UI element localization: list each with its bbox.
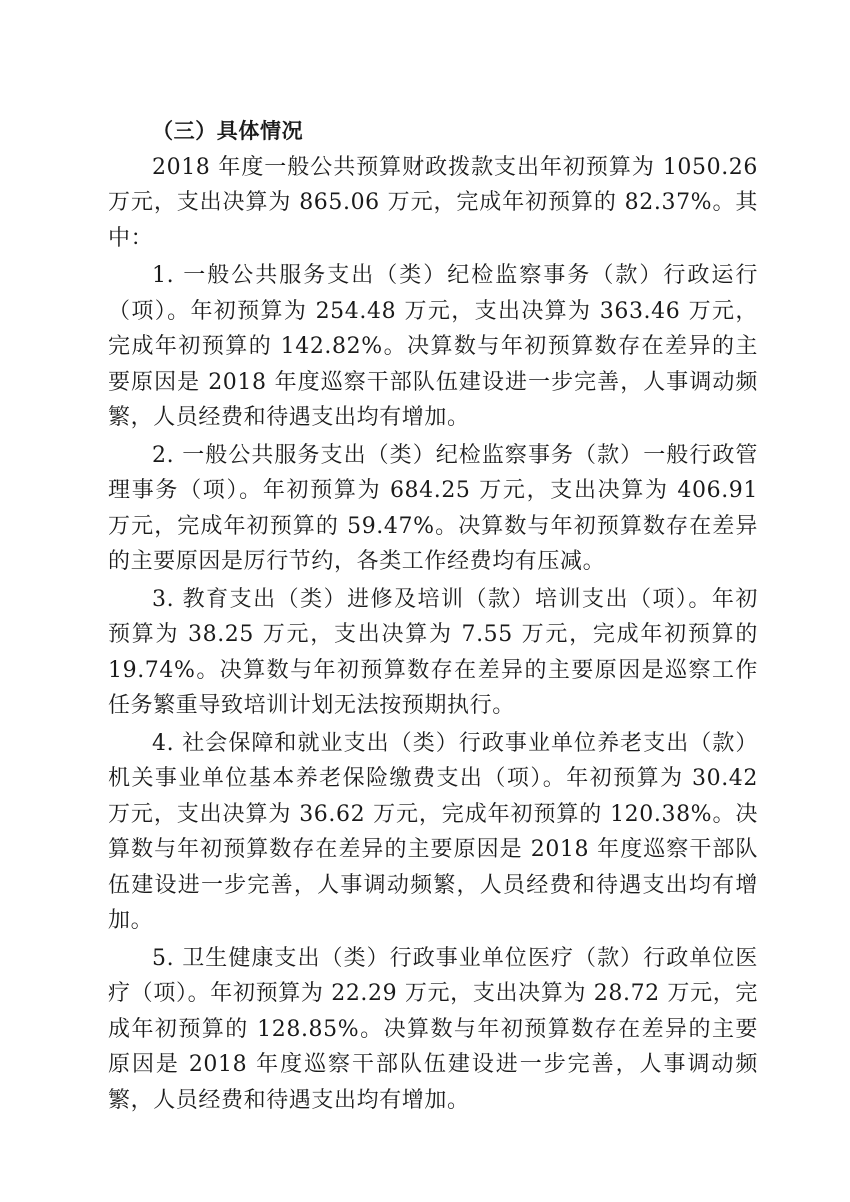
- item-paragraph-5: 5. 卫生健康支出（类）行政事业单位医疗（款）行政单位医疗（项）。年初预算为 22.29 万元，支出决算为 28.72 万元，完成年初预算的 128.85%。决算数与年初预算数存在差异的主要原因是 2018 年度巡察干部队伍建设进一步完善，人事调动频繁，人员经费和待遇支出均有增加。: [108, 945, 758, 1113]
- item-paragraph-2: 2. 一般公共服务支出（类）纪检监察事务（款）一般行政管理事务（项）。年初预算为 684.25 万元，支出决算为 406.91 万元，完成年初预算的 59.47%。决算数与年初预算数存在差异的主要原因是厉行节约，各类工作经费均有压减。: [108, 442, 758, 574]
- section-heading: （三）具体情况: [152, 119, 304, 143]
- section-body: [108, 114, 758, 1118]
- item-paragraph-3: 3. 教育支出（类）进修及培训（款）培训支出（项）。年初预算为 38.25 万元，支出决算为 7.55 万元，完成年初预算的 19.74%。决算数与年初预算数存在差异的主要原因是巡察工作任务繁重导致培训计划无法按预期执行。: [108, 586, 758, 718]
- item-paragraph-4: 4. 社会保障和就业支出（类）行政事业单位养老支出（款）机关事业单位基本养老保险缴费支出（项）。年初预算为 30.42 万元，支出决算为 36.62 万元，完成年初预算的 120.38%。决算数与年初预算数存在差异的主要原因是 2018 年度巡察干部队伍建设进一步完善，人事调动频繁，人员经费和待遇支出均有增加。: [108, 730, 758, 933]
- intro-paragraph: 2018 年度一般公共预算财政拨款支出年初预算为 1050.26 万元，支出决算为 865.06 万元，完成年初预算的 82.37%。其中：: [108, 154, 758, 251]
- item-paragraph-1: 1. 一般公共服务支出（类）纪检监察事务（款）行政运行（项）。年初预算为 254.48 万元，支出决算为 363.46 万元，完成年初预算的 142.82%。决算数与年初预算数存在差异的主要原因是 2018 年度巡察干部队伍建设进一步完善，人事调动频繁，人员经费和待遇支出均有增加。: [108, 263, 758, 430]
